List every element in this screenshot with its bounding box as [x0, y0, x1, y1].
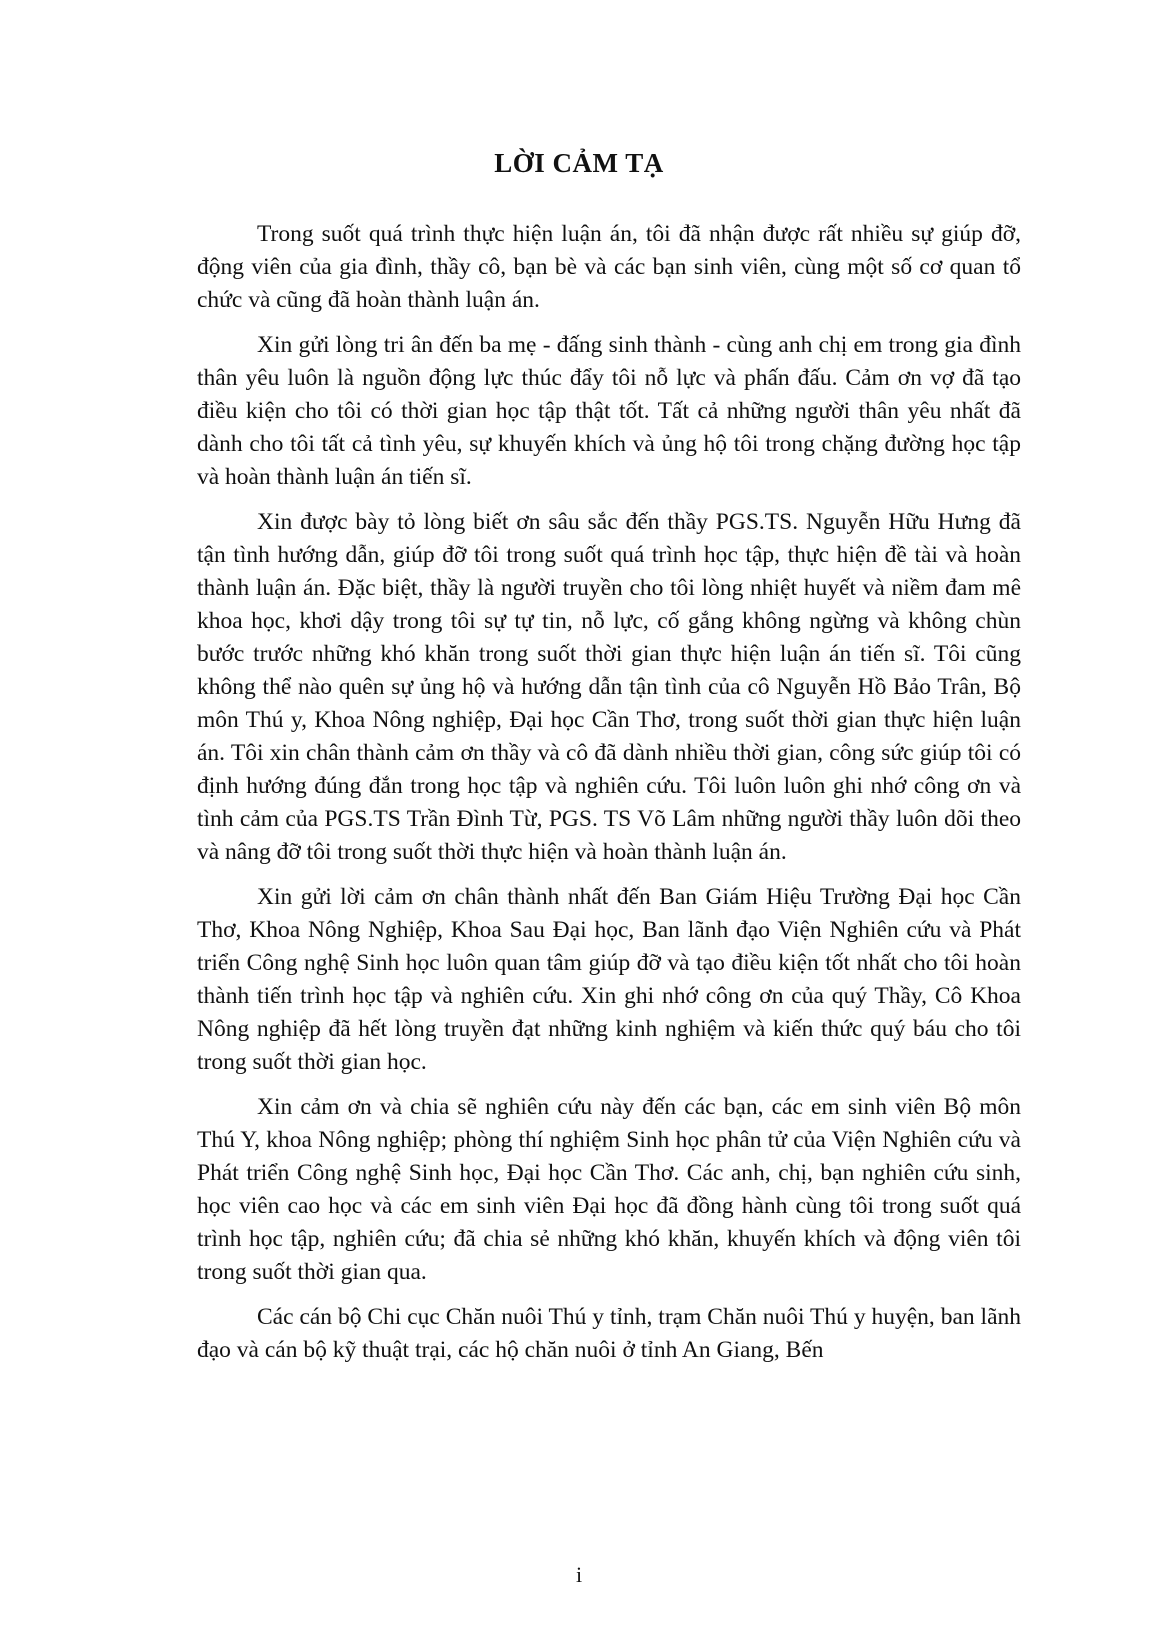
paragraph: Xin gửi lời cảm ơn chân thành nhất đến Ban Giám Hiệu Trường Đại học Cần Thơ, Khoa Nông Nghiệp, Khoa Sau Đại học, Ban lãnh đạo Viện Nghiên cứu và Phát triển Công nghệ Sinh học luôn quan tâm giúp đỡ và tạo điều kiện tốt nhất cho tôi hoàn thành tiến trình học tập và nghiên cứu. Xin ghi nhớ công ơn của quý Thầy, Cô Khoa Nông nghiệp đã hết lòng truyền đạt những kinh nghiệm và kiến thức quý báu cho tôi trong suốt thời gian học.	[197, 884, 1021, 1075]
paragraph: Các cán bộ Chi cục Chăn nuôi Thú y tỉnh, trạm Chăn nuôi Thú y huyện, ban lãnh đạo và cán bộ kỹ thuật trại, các hộ chăn nuôi ở tỉnh An Giang, Bến	[197, 1304, 1021, 1363]
paragraph: Trong suốt quá trình thực hiện luận án, tôi đã nhận được rất nhiều sự giúp đỡ, động viên của gia đình, thầy cô, bạn bè và các bạn sinh viên, cùng một số cơ quan tổ chức và cũng đã hoàn thành luận án.	[197, 221, 1021, 313]
paragraph: Xin cảm ơn và chia sẽ nghiên cứu này đến các bạn, các em sinh viên Bộ môn Thú Y, khoa Nông nghiệp; phòng thí nghiệm Sinh học phân tử của Viện Nghiên cứu và Phát triển Công nghệ Sinh học, Đại học Cần Thơ. Các anh, chị, bạn nghiên cứu sinh, học viên cao học và các em sinh viên Đại học đã đồng hành cùng tôi trong suốt quá trình học tập, nghiên cứu; đã chia sẻ những khó khăn, khuyến khích và động viên tôi trong suốt thời gian qua.	[197, 1094, 1021, 1285]
page-number: i	[575, 1562, 583, 1587]
paragraph: Xin được bày tỏ lòng biết ơn sâu sắc đến thầy PGS.TS. Nguyễn Hữu Hưng đã tận tình hướng dẫn, giúp đỡ tôi trong suốt quá trình học tập, thực hiện đề tài và hoàn thành luận án. Đặc biệt, thầy là người truyền cho tôi lòng nhiệt huyết và niềm đam mê khoa học, khơi dậy trong tôi sự tự tin, nỗ lực, cố gắng không ngừng và không chùn bước trước những khó khăn trong suốt thời gian thực hiện luận án tiến sĩ. Tôi cũng không thể nào quên sự ủng hộ và hướng dẫn tận tình của cô Nguyễn Hồ Bảo Trân, Bộ môn Thú y, Khoa Nông nghiệp, Đại học Cần Thơ, trong suốt thời gian thực hiện luận án. Tôi xin chân thành cảm ơn thầy và cô đã dành nhiều thời gian, công sức giúp tôi có định hướng đúng đắn trong học tập và nghiên cứu. Tôi luôn luôn ghi nhớ công ơn và tình cảm của PGS.TS Trần Đình Từ, PGS. TS Võ Lâm những người thầy luôn dõi theo và nâng đỡ tôi trong suốt thời thực hiện và hoàn thành luận án.	[197, 509, 1021, 865]
body-text	[197, 218, 1021, 1379]
paragraph: Xin gửi lòng tri ân đến ba mẹ - đấng sinh thành - cùng anh chị em trong gia đình thân yêu luôn là nguồn động lực thúc đẩy tôi nỗ lực và phấn đấu. Cảm ơn vợ đã tạo điều kiện cho tôi có thời gian học tập thật tốt. Tất cả những người thân yêu nhất đã dành cho tôi tất cả tình yêu, sự khuyến khích và ủng hộ tôi trong chặng đường học tập và hoàn thành luận án tiến sĩ.	[197, 332, 1021, 490]
page-title: LỜI CẢM TẠ	[494, 148, 664, 178]
